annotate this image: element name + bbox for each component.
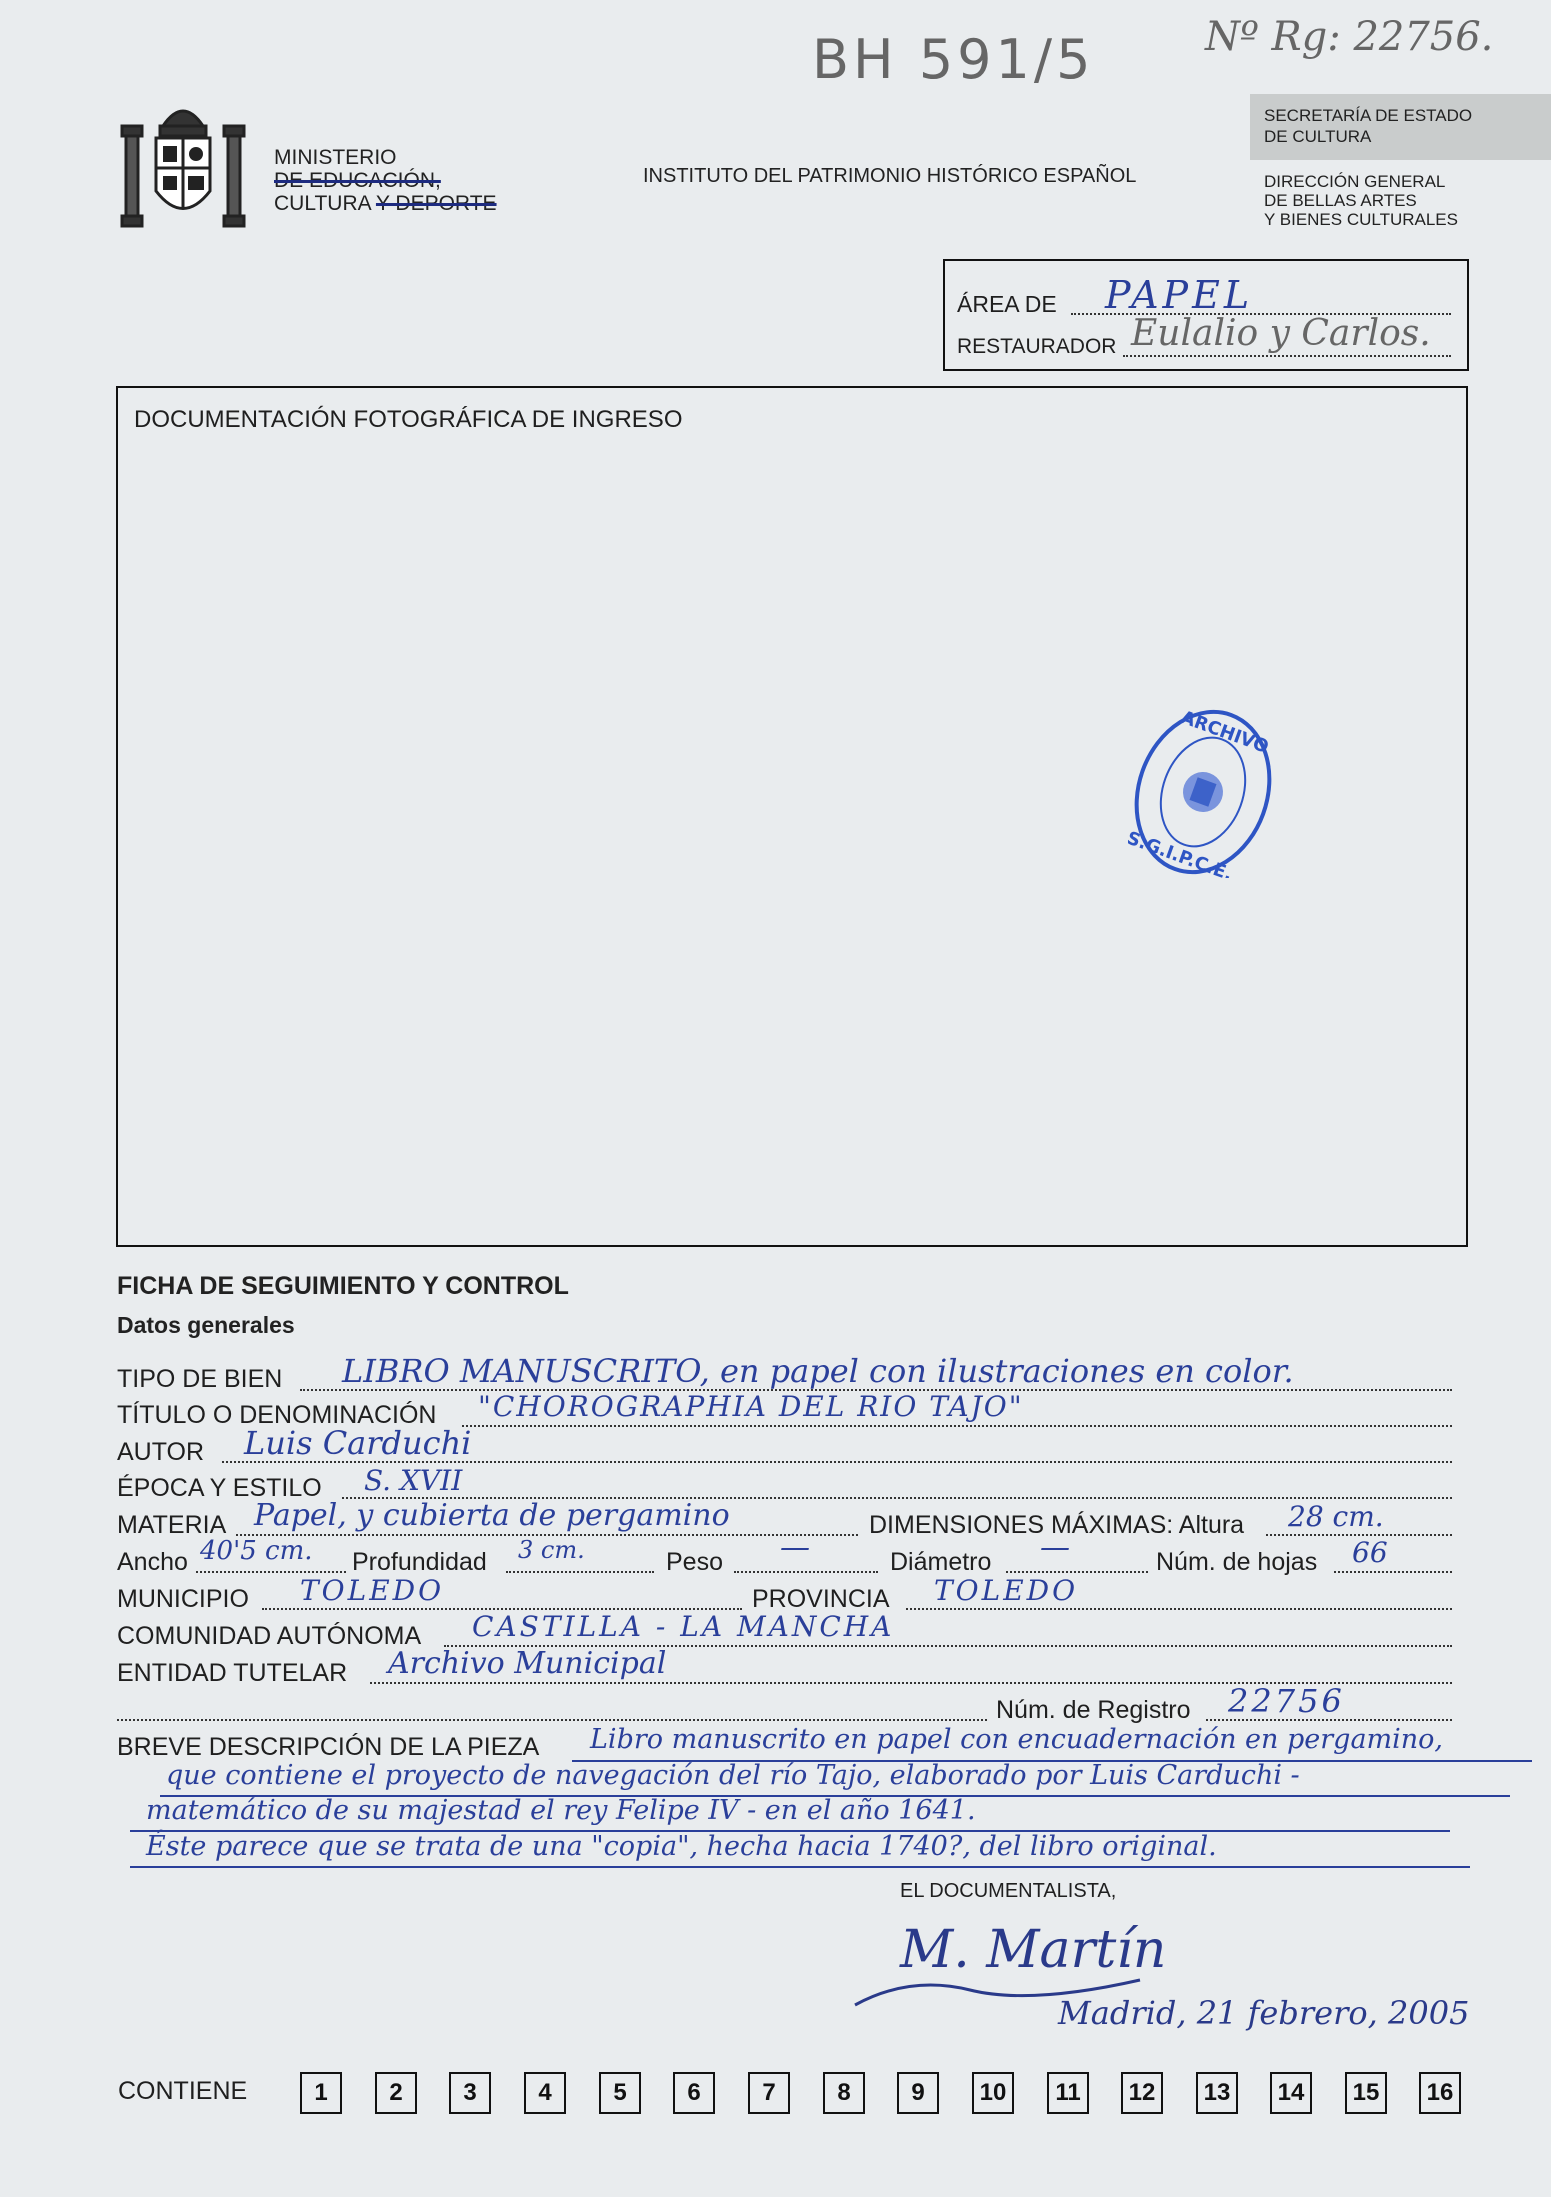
restaurador-dotted-line: [1123, 355, 1451, 357]
contiene-box-9[interactable]: 9: [897, 2072, 939, 2114]
archive-stamp: [1128, 706, 1278, 878]
ministry-line-3: CULTURA Y DEPORTE: [274, 192, 497, 215]
direccion-general: [1264, 172, 1458, 229]
secretaria-line-1: SECRETARÍA DE ESTADO: [1264, 106, 1473, 125]
profundidad-dotted-line: [506, 1571, 654, 1573]
contiene-box-12[interactable]: 12: [1121, 2072, 1163, 2114]
contiene-box-14[interactable]: 14: [1270, 2072, 1312, 2114]
descripcion-line-1: Libro manuscrito en papel con encuadernación en pergamino,: [590, 1724, 1444, 1755]
peso-dotted-line: [734, 1571, 878, 1573]
profundidad-label: Profundidad: [352, 1548, 487, 1576]
photo-section-title: DOCUMENTACIÓN FOTOGRÁFICA DE INGRESO: [134, 406, 683, 433]
contiene-box-1[interactable]: 1: [300, 2072, 342, 2114]
contiene-box-2[interactable]: 2: [375, 2072, 417, 2114]
materia-value: Papel, y cubierta de pergamino: [254, 1498, 730, 1533]
diametro-label: Diámetro: [890, 1548, 992, 1576]
contiene-box-6[interactable]: 6: [673, 2072, 715, 2114]
municipio-value: TOLEDO: [300, 1574, 445, 1607]
contiene-box-8[interactable]: 8: [823, 2072, 865, 2114]
hojas-dotted-line: [1334, 1571, 1452, 1573]
autor-label: AUTOR: [117, 1438, 205, 1466]
peso-value: —: [780, 1530, 810, 1565]
autor-value: Luis Carduchi: [244, 1424, 472, 1462]
area-label: ÁREA DE: [957, 291, 1057, 317]
comunidad-label: COMUNIDAD AUTÓNOMA: [117, 1622, 422, 1650]
contiene-box-11[interactable]: 11: [1047, 2072, 1089, 2114]
secretaria-line-2: DE CULTURA: [1264, 127, 1372, 146]
hojas-label: Núm. de hojas: [1156, 1548, 1318, 1576]
ancho-value: 40'5 cm.: [200, 1536, 313, 1566]
profundidad-value: 3 cm.: [518, 1536, 585, 1564]
top-code-annotation: BH 591/5: [812, 28, 1095, 91]
contiene-box-3[interactable]: 3: [449, 2072, 491, 2114]
ministry-name: [274, 146, 497, 215]
descripcion-line-3: matemático de su majestad el rey Felipe IV - en el año 1641.: [146, 1795, 976, 1826]
hojas-value: 66: [1352, 1536, 1388, 1569]
contiene-box-4[interactable]: 4: [524, 2072, 566, 2114]
coat-of-arms-logo: [118, 96, 248, 236]
descripcion-line-2: que contiene el proyecto de navegación del río Tajo, elaborado por Luis Carduchi -: [166, 1760, 1300, 1791]
ministry-line-1: MINISTERIO: [274, 146, 397, 169]
descripcion-line-4-rule: [130, 1866, 1470, 1868]
restaurador-value: Eulalio y Carlos.: [1131, 313, 1431, 354]
contiene-box-7[interactable]: 7: [748, 2072, 790, 2114]
contiene-box-5[interactable]: 5: [599, 2072, 641, 2114]
titulo-dotted-line: [462, 1425, 1452, 1427]
provincia-label: PROVINCIA: [752, 1585, 890, 1613]
place-date: Madrid, 21 febrero, 2005: [1058, 1994, 1470, 2032]
photo-documentation-box: [116, 386, 1468, 1247]
ficha-subtitle: Datos generales: [117, 1312, 295, 1338]
direccion-line-1: DIRECCIÓN GENERAL: [1264, 172, 1446, 191]
secretaria-box: [1250, 94, 1551, 160]
diametro-dotted-line: [1006, 1571, 1148, 1573]
direccion-line-2: DE BELLAS ARTES: [1264, 191, 1417, 210]
ministry-line-2-struck: DE EDUCACIÓN,: [274, 169, 441, 192]
descripcion-label: BREVE DESCRIPCIÓN DE LA PIEZA: [117, 1733, 540, 1761]
restaurador-label: RESTAURADOR: [957, 335, 1117, 358]
contiene-box-10[interactable]: 10: [972, 2072, 1014, 2114]
entidad-label: ENTIDAD TUTELAR: [117, 1659, 348, 1687]
provincia-value: TOLEDO: [934, 1574, 1079, 1607]
registro-label: Núm. de Registro: [996, 1696, 1191, 1724]
ficha-title: FICHA DE SEGUIMIENTO Y CONTROL: [117, 1272, 569, 1300]
diametro-value: —: [1040, 1530, 1070, 1565]
descripcion-line-4: Éste parece que se trata de una "copia", hecha hacia 1740?, del libro original.: [146, 1831, 1217, 1862]
documentalista-label: EL DOCUMENTALISTA,: [900, 1880, 1117, 1902]
ministry-line-3-struck: Y DEPORTE: [375, 192, 497, 215]
entidad-value: Archivo Municipal: [388, 1646, 667, 1681]
altura-value: 28 cm.: [1288, 1500, 1384, 1533]
contiene-box-13[interactable]: 13: [1196, 2072, 1238, 2114]
dimensiones-label: DIMENSIONES MÁXIMAS: Altura: [869, 1511, 1245, 1539]
titulo-value: "CHOROGRAPHIA DEL RIO TAJO": [478, 1390, 1024, 1423]
epoca-label: ÉPOCA Y ESTILO: [117, 1474, 322, 1502]
area-restaurador-box: [943, 259, 1469, 371]
registro-leading-dotted-line: [117, 1719, 987, 1721]
materia-label: MATERIA: [117, 1511, 227, 1539]
tipo-label: TIPO DE BIEN: [117, 1365, 283, 1393]
municipio-label: MUNICIPIO: [117, 1585, 249, 1613]
direccion-line-3: Y BIENES CULTURALES: [1264, 210, 1458, 229]
svg-text:S.G.I.P.C.E.: S.G.I.P.C.E.: [1128, 827, 1236, 878]
ancho-dotted-line: [196, 1571, 346, 1573]
tipo-value: LIBRO MANUSCRITO, en papel con ilustraciones en color.: [342, 1352, 1294, 1390]
contiene-box-16[interactable]: 16: [1419, 2072, 1461, 2114]
ancho-label: Ancho: [117, 1548, 188, 1576]
contiene-label: CONTIENE: [118, 2077, 248, 2105]
svg-text:ARCHIVO: ARCHIVO: [1178, 706, 1272, 758]
area-value: PAPEL: [1105, 273, 1254, 317]
epoca-value: S. XVII: [364, 1464, 463, 1497]
contiene-box-15[interactable]: 15: [1345, 2072, 1387, 2114]
institute-name: INSTITUTO DEL PATRIMONIO HISTÓRICO ESPAÑOL: [643, 165, 1137, 187]
comunidad-value: CASTILLA - LA MANCHA: [472, 1610, 895, 1643]
registro-value: 22756: [1228, 1682, 1345, 1720]
ministry-line-2: [274, 169, 497, 192]
documentalista-signature: M. Martín: [900, 1920, 1167, 1980]
provincia-dotted-line: [906, 1608, 1452, 1610]
peso-label: Peso: [666, 1548, 723, 1576]
titulo-label: TÍTULO O DENOMINACIÓN: [117, 1401, 437, 1429]
registration-annotation: Nº Rg: 22756.: [1205, 14, 1494, 60]
